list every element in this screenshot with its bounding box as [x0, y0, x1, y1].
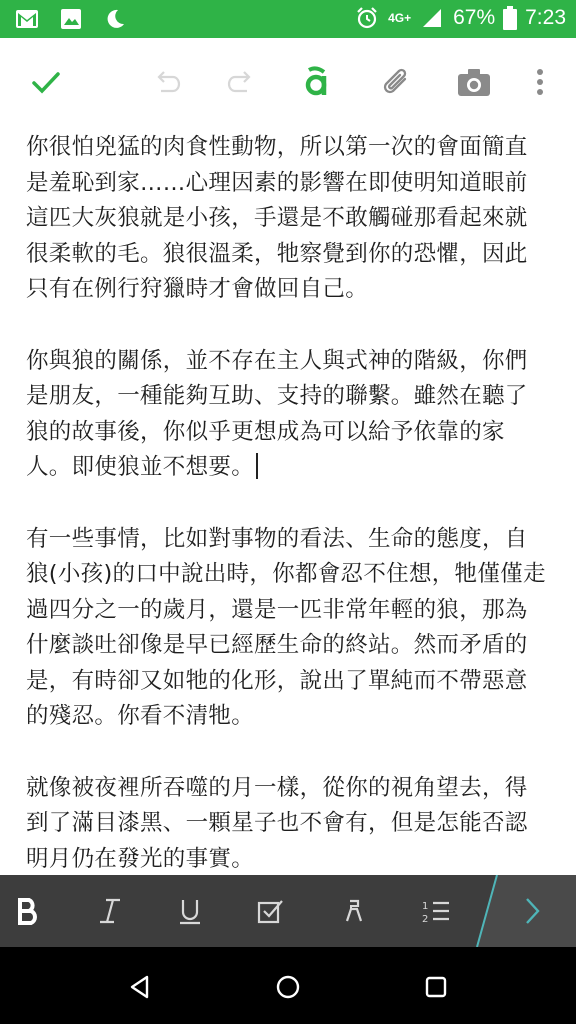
redo-button[interactable]: [222, 62, 262, 102]
clock: 7:23: [525, 6, 566, 29]
alarm-icon: [354, 5, 380, 31]
home-button[interactable]: [268, 967, 308, 1007]
underline-icon: [177, 897, 203, 925]
more-button[interactable]: [520, 62, 560, 102]
system-nav-bar: [0, 947, 576, 1024]
text-cursor: [256, 453, 258, 479]
note-paragraph-1[interactable]: 你很怕兇猛的肉食性動物，所以第一次的會面簡直是羞恥到家……心理因素的影響在即使明知道眼前這匹大灰狼就是小孩，手還是不敢觸碰那看起來就很柔軟的毛。狼很溫柔，牠察覺到你的恐懼，因此只有在例行狩獵時才會做回自己。: [26, 134, 528, 302]
next-formats-button[interactable]: [514, 893, 550, 929]
gmail-icon: [14, 6, 40, 32]
undo-button[interactable]: [146, 62, 186, 102]
status-left-icons: [14, 6, 128, 32]
checkmark-icon: [30, 66, 62, 98]
chevron-right-icon: [522, 896, 542, 926]
bold-button[interactable]: [10, 893, 46, 929]
home-circle-icon: [275, 974, 301, 1000]
svg-text:1: 1: [422, 901, 429, 912]
numbered-list-icon: [421, 897, 451, 925]
recents-square-icon: [424, 975, 448, 999]
status-bar: [0, 0, 576, 38]
back-button[interactable]: [120, 967, 160, 1007]
battery-icon: [503, 5, 517, 31]
format-bar-divider: [476, 875, 498, 947]
svg-text:2: 2: [422, 914, 429, 925]
battery-percent: 67%: [453, 6, 496, 29]
italic-icon: [97, 897, 123, 925]
italic-button[interactable]: [92, 893, 128, 929]
note-paragraph-2-text[interactable]: 你與狼的關係，並不存在主人與式神的階級，你們是朋友，一種能夠互助、支持的聯繫。雖然在聽了狼的故事後，你似乎更想成為可以給予依靠的家人。即使狼並不想要。: [26, 347, 528, 480]
attach-button[interactable]: [376, 62, 416, 102]
editor-toolbar: [0, 38, 576, 126]
camera-button[interactable]: [454, 62, 494, 102]
highlighter-icon: [342, 897, 366, 925]
status-right: [354, 5, 566, 31]
checkbox-button[interactable]: [252, 893, 288, 929]
text-format-button[interactable]: [298, 62, 338, 102]
redo-icon: [227, 67, 257, 97]
signal-icon: [419, 5, 445, 31]
numbered-list-button[interactable]: [418, 893, 454, 929]
checkbox-icon: [256, 897, 284, 925]
note-paragraph-3[interactable]: 有一些事情，比如對事物的看法、生命的態度，自狼(小孩)的口中說出時，你都會忍不住想，牠僅僅走過四分之一的歲月，還是一匹非常年輕的狼，那為什麼談吐卻像是早已經歷生命的終站。然而矛盾的是，有時卻又如牠的化形，說出了單純而不帶惡意的殘忍。你看不清牠。: [26, 525, 546, 729]
paperclip-icon: [379, 65, 413, 99]
format-toolbar: [0, 875, 576, 947]
note-paragraph-2[interactable]: [26, 344, 550, 486]
more-vert-icon: [535, 67, 545, 97]
moon-icon: [102, 6, 128, 32]
undo-icon: [151, 67, 181, 97]
text-format-icon: [302, 64, 334, 100]
gallery-icon: [58, 6, 84, 32]
underline-button[interactable]: [172, 893, 208, 929]
done-button[interactable]: [26, 62, 66, 102]
note-paragraph-4[interactable]: 就像被夜裡所吞噬的月一樣，從你的視角望去，得到了滿目漆黑、一顆星子也不會有，但是怎能否認明月仍在發光的事實。: [26, 774, 528, 872]
note-editor[interactable]: [26, 130, 550, 875]
bold-icon: [16, 897, 40, 925]
camera-icon: [457, 67, 491, 97]
network-type: 4G+: [388, 11, 412, 25]
recents-button[interactable]: [416, 967, 456, 1007]
back-triangle-icon: [127, 974, 153, 1000]
highlight-button[interactable]: [336, 893, 372, 929]
